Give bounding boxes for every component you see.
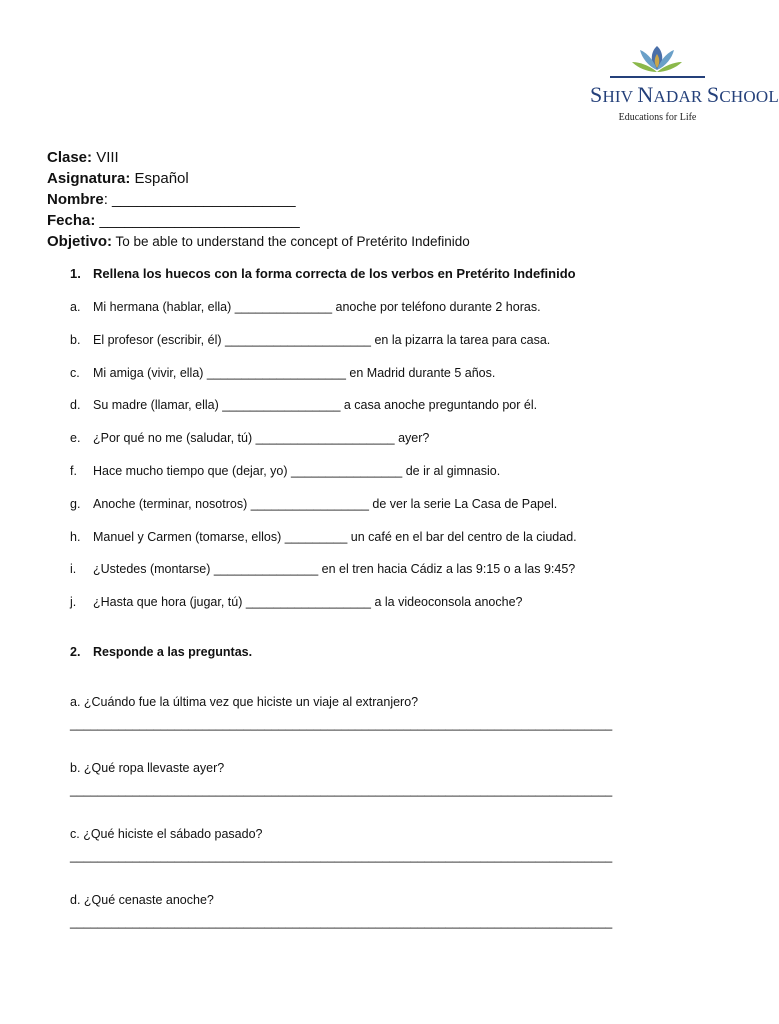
item-letter: g.: [70, 496, 81, 511]
list-item: [70, 595, 577, 628]
list-item: [70, 333, 577, 366]
question-text: c. ¿Qué hiciste el sábado pasado?: [70, 827, 263, 841]
worksheet-header: [47, 147, 470, 252]
lotus-icon: [626, 42, 688, 78]
list-item: [70, 827, 615, 893]
logo-tagline: Educations for Life: [618, 112, 697, 123]
item-letter: j.: [70, 595, 77, 610]
item-text: ¿Por qué no me (saludar, tú) ____________________ ayer?: [93, 431, 430, 446]
list-item: [70, 431, 577, 464]
list-item: [70, 464, 577, 497]
item-text: Anoche (terminar, nosotros) _________________ de ver la serie La Casa de Papel.: [93, 496, 558, 511]
school-logo: [590, 40, 779, 130]
item-text: ¿Hasta que hora (jugar, tú) __________________ a la videoconsola anoche?: [93, 595, 523, 610]
nombre-field: : ______________________: [103, 191, 296, 208]
logo-school-name: SHIV NADAR SCHOOL: [590, 82, 779, 107]
list-item: [70, 530, 577, 563]
answer-line: ______________________________________________________________________________: [70, 915, 613, 929]
question-1-items: [70, 300, 577, 628]
question-heading-text: Responde a las preguntas.: [93, 645, 253, 659]
item-letter: c.: [70, 365, 80, 380]
question-text: a. ¿Cuándo fue la última vez que hiciste un viaje al extranjero?: [70, 695, 419, 709]
item-letter: i.: [70, 562, 77, 577]
item-letter: d.: [70, 398, 81, 413]
item-text: Su madre (llamar, ella) _________________ a casa anoche preguntando por él.: [93, 398, 538, 413]
list-item: [70, 761, 615, 827]
fecha-field: ________________________: [95, 212, 300, 229]
list-item: [70, 497, 577, 530]
item-text: Manuel y Carmen (tomarse, ellos) _________ un café en el bar del centro de la ciudad.: [93, 529, 577, 544]
fecha-label: Fecha:: [47, 212, 96, 229]
item-text: ¿Ustedes (montarse) _______________ en el tren hacia Cádiz a las 9:15 o a las 9:45?: [93, 562, 576, 577]
asignatura-row: [47, 168, 470, 189]
item-letter: e.: [70, 431, 81, 446]
clase-label: Clase:: [47, 149, 93, 166]
fecha-row: [47, 210, 470, 231]
clase-value: VIII: [92, 149, 119, 166]
answer-line: ______________________________________________________________________________: [70, 849, 613, 863]
question-heading-text: Rellena los huecos con la forma correcta de los verbos en Pretérito Indefinido: [93, 266, 576, 281]
question-1-heading: [70, 266, 576, 281]
objetivo-row: [47, 231, 470, 252]
question-2-heading: [70, 645, 252, 659]
list-item: [70, 893, 615, 959]
item-letter: b.: [70, 332, 81, 347]
question-number: 2.: [70, 645, 81, 659]
objetivo-label: Objetivo:: [47, 233, 113, 250]
item-letter: h.: [70, 529, 81, 544]
question-2-items: [70, 695, 615, 959]
asignatura-value: Español: [130, 170, 189, 187]
item-text: El profesor (escribir, él) _____________________ en la pizarra la tarea para casa.: [93, 332, 551, 347]
item-text: Mi amiga (vivir, ella) ____________________ en Madrid durante 5 años.: [93, 365, 496, 380]
asignatura-label: Asignatura:: [47, 170, 131, 187]
nombre-label: Nombre: [47, 191, 104, 208]
clase-row: [47, 147, 470, 168]
item-letter: a.: [70, 300, 81, 314]
objetivo-value: To be able to understand the concept of Pretérito Indefinido: [112, 234, 470, 249]
item-letter: f.: [70, 463, 77, 478]
list-item: [70, 695, 615, 761]
nombre-row: [47, 189, 470, 210]
question-text: d. ¿Qué cenaste anoche?: [70, 893, 214, 907]
item-text: Mi hermana (hablar, ella) ______________ anoche por teléfono durante 2 horas.: [93, 300, 541, 314]
list-item: [70, 300, 577, 333]
item-text: Hace mucho tiempo que (dejar, yo) ________________ de ir al gimnasio.: [93, 463, 501, 478]
logo-rule: [610, 76, 705, 78]
list-item: [70, 366, 577, 399]
list-item: [70, 562, 577, 595]
question-text: b. ¿Qué ropa llevaste ayer?: [70, 761, 225, 775]
answer-line: ______________________________________________________________________________: [70, 783, 613, 797]
question-number: 1.: [70, 266, 81, 281]
answer-line: ______________________________________________________________________________: [70, 717, 613, 731]
list-item: [70, 398, 577, 431]
